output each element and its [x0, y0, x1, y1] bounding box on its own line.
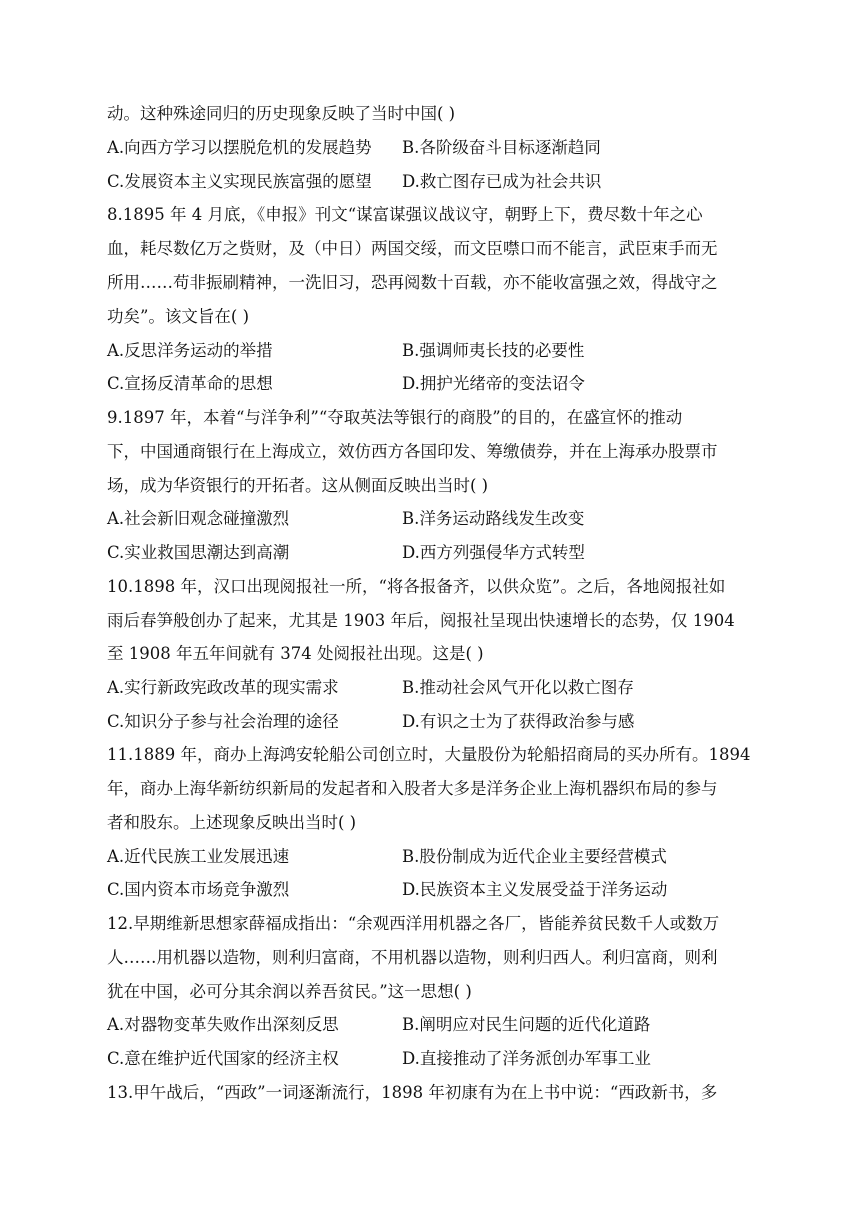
q10-option-d: D.有识之士为了获得政治参与感	[402, 712, 635, 731]
q10-option-a: A.实行新政宪政改革的现实需求	[107, 678, 339, 697]
q10-stem-line: 雨后春笋般创办了起来，尤其是 1903 年后，阅报社呈现出快速增长的态势，仅 1904	[107, 611, 735, 630]
q11-option-c: C.国内资本市场竞争激烈	[107, 880, 290, 899]
q12-option-c: C.意在维护近代国家的经济主权	[107, 1049, 339, 1068]
q9-stem-line: 9.1897 年，本着“与洋争利”“夺取英法等银行的商股”的目的，在盛宣怀的推动	[107, 408, 683, 427]
q8-option-c: C.宣扬反清革命的思想	[107, 374, 273, 393]
q12-option-a: A.对器物变革失败作出深刻反思	[107, 1015, 339, 1034]
q10-stem-line: 10.1898 年，汉口出现阅报社一所，“将各报备齐，以供众览”。之后，各地阅报社如	[107, 577, 726, 596]
q11-stem-line: 者和股东。上述现象反映出当时( )	[107, 813, 357, 832]
q7-option-d: D.救亡图存已成为社会共识	[402, 172, 602, 191]
q11-stem-line: 年，商办上海华新纺织新局的发起者和入股者大多是洋务企业上海机器织布局的参与	[107, 779, 718, 798]
q10-option-b: B.推动社会风气开化以救亡图存	[402, 678, 634, 697]
q8-stem-line: 所用……苟非振刷精神，一洗旧习，恐再阅数十百载，亦不能收富强之效，得战守之	[107, 273, 718, 292]
q8-stem-line: 功矣”。该文旨在( )	[107, 307, 250, 326]
q11-option-a: A.近代民族工业发展迅速	[107, 847, 290, 866]
q7-option-a: A.向西方学习以摆脱危机的发展趋势	[107, 138, 372, 157]
q7-option-b: B.各阶级奋斗目标逐渐趋同	[402, 138, 601, 157]
q8-option-b: B.强调师夷长技的必要性	[402, 341, 585, 360]
q8-option-a: A.反思洋务运动的举措	[107, 341, 273, 360]
q12-option-b: B.阐明应对民生问题的近代化道路	[402, 1015, 651, 1034]
q8-stem-line: 8.1895 年 4 月底，《申报》刊文“谋富谋强议战议守，朝野上下，费尽数十年之心	[107, 205, 703, 224]
q9-option-a: A.社会新旧观念碰撞激烈	[107, 509, 290, 528]
q10-option-c: C.知识分子参与社会治理的途径	[107, 712, 339, 731]
q9-option-d: D.西方列强侵华方式转型	[402, 543, 585, 562]
q9-option-c: C.实业救国思潮达到高潮	[107, 543, 290, 562]
q7-stem-tail: 动。这种殊途同归的历史现象反映了当时中国( )	[107, 104, 456, 123]
q11-option-b: B.股份制成为近代企业主要经营模式	[402, 847, 667, 866]
q8-option-d: D.拥护光绪帝的变法诏令	[402, 374, 585, 393]
q9-option-b: B.洋务运动路线发生改变	[402, 509, 585, 528]
q12-stem-line: 人……用机器以造物，则利归富商，不用机器以造物，则利归西人。利归富商，则利	[107, 948, 718, 967]
q13-stem-line: 13.甲午战后，“西政”一词逐渐流行，1898 年初康有为在上书中说：“西政新书，多	[107, 1083, 718, 1102]
q12-option-d: D.直接推动了洋务派创办军事工业	[402, 1049, 651, 1068]
q10-stem-line: 至 1908 年五年间就有 374 处阅报社出现。这是( )	[107, 644, 484, 663]
q8-stem-line: 血，耗尽数亿万之赀财，及（中日）两国交绥，而文臣噤口而不能言，武臣束手而无	[107, 239, 718, 258]
q12-stem-line: 犹在中国，必可分其余润以养吾贫民。”这一思想( )	[107, 982, 472, 1001]
q11-option-d: D.民族资本主义发展受益于洋务运动	[402, 880, 668, 899]
q9-stem-line: 场，成为华资银行的开拓者。这从侧面反映出当时( )	[107, 476, 489, 495]
q9-stem-line: 下，中国通商银行在上海成立，效仿西方各国印发、筹缴债券，并在上海承办股票市	[107, 442, 718, 461]
q7-option-c: C.发展资本主义实现民族富强的愿望	[107, 172, 372, 191]
q12-stem-line: 12.早期维新思想家薛福成指出：“余观西洋用机器之各厂，皆能养贫民数千人或数万	[107, 914, 720, 933]
q11-stem-line: 11.1889 年，商办上海鸿安轮船公司创立时，大量股份为轮船招商局的买办所有。1894	[107, 745, 751, 764]
